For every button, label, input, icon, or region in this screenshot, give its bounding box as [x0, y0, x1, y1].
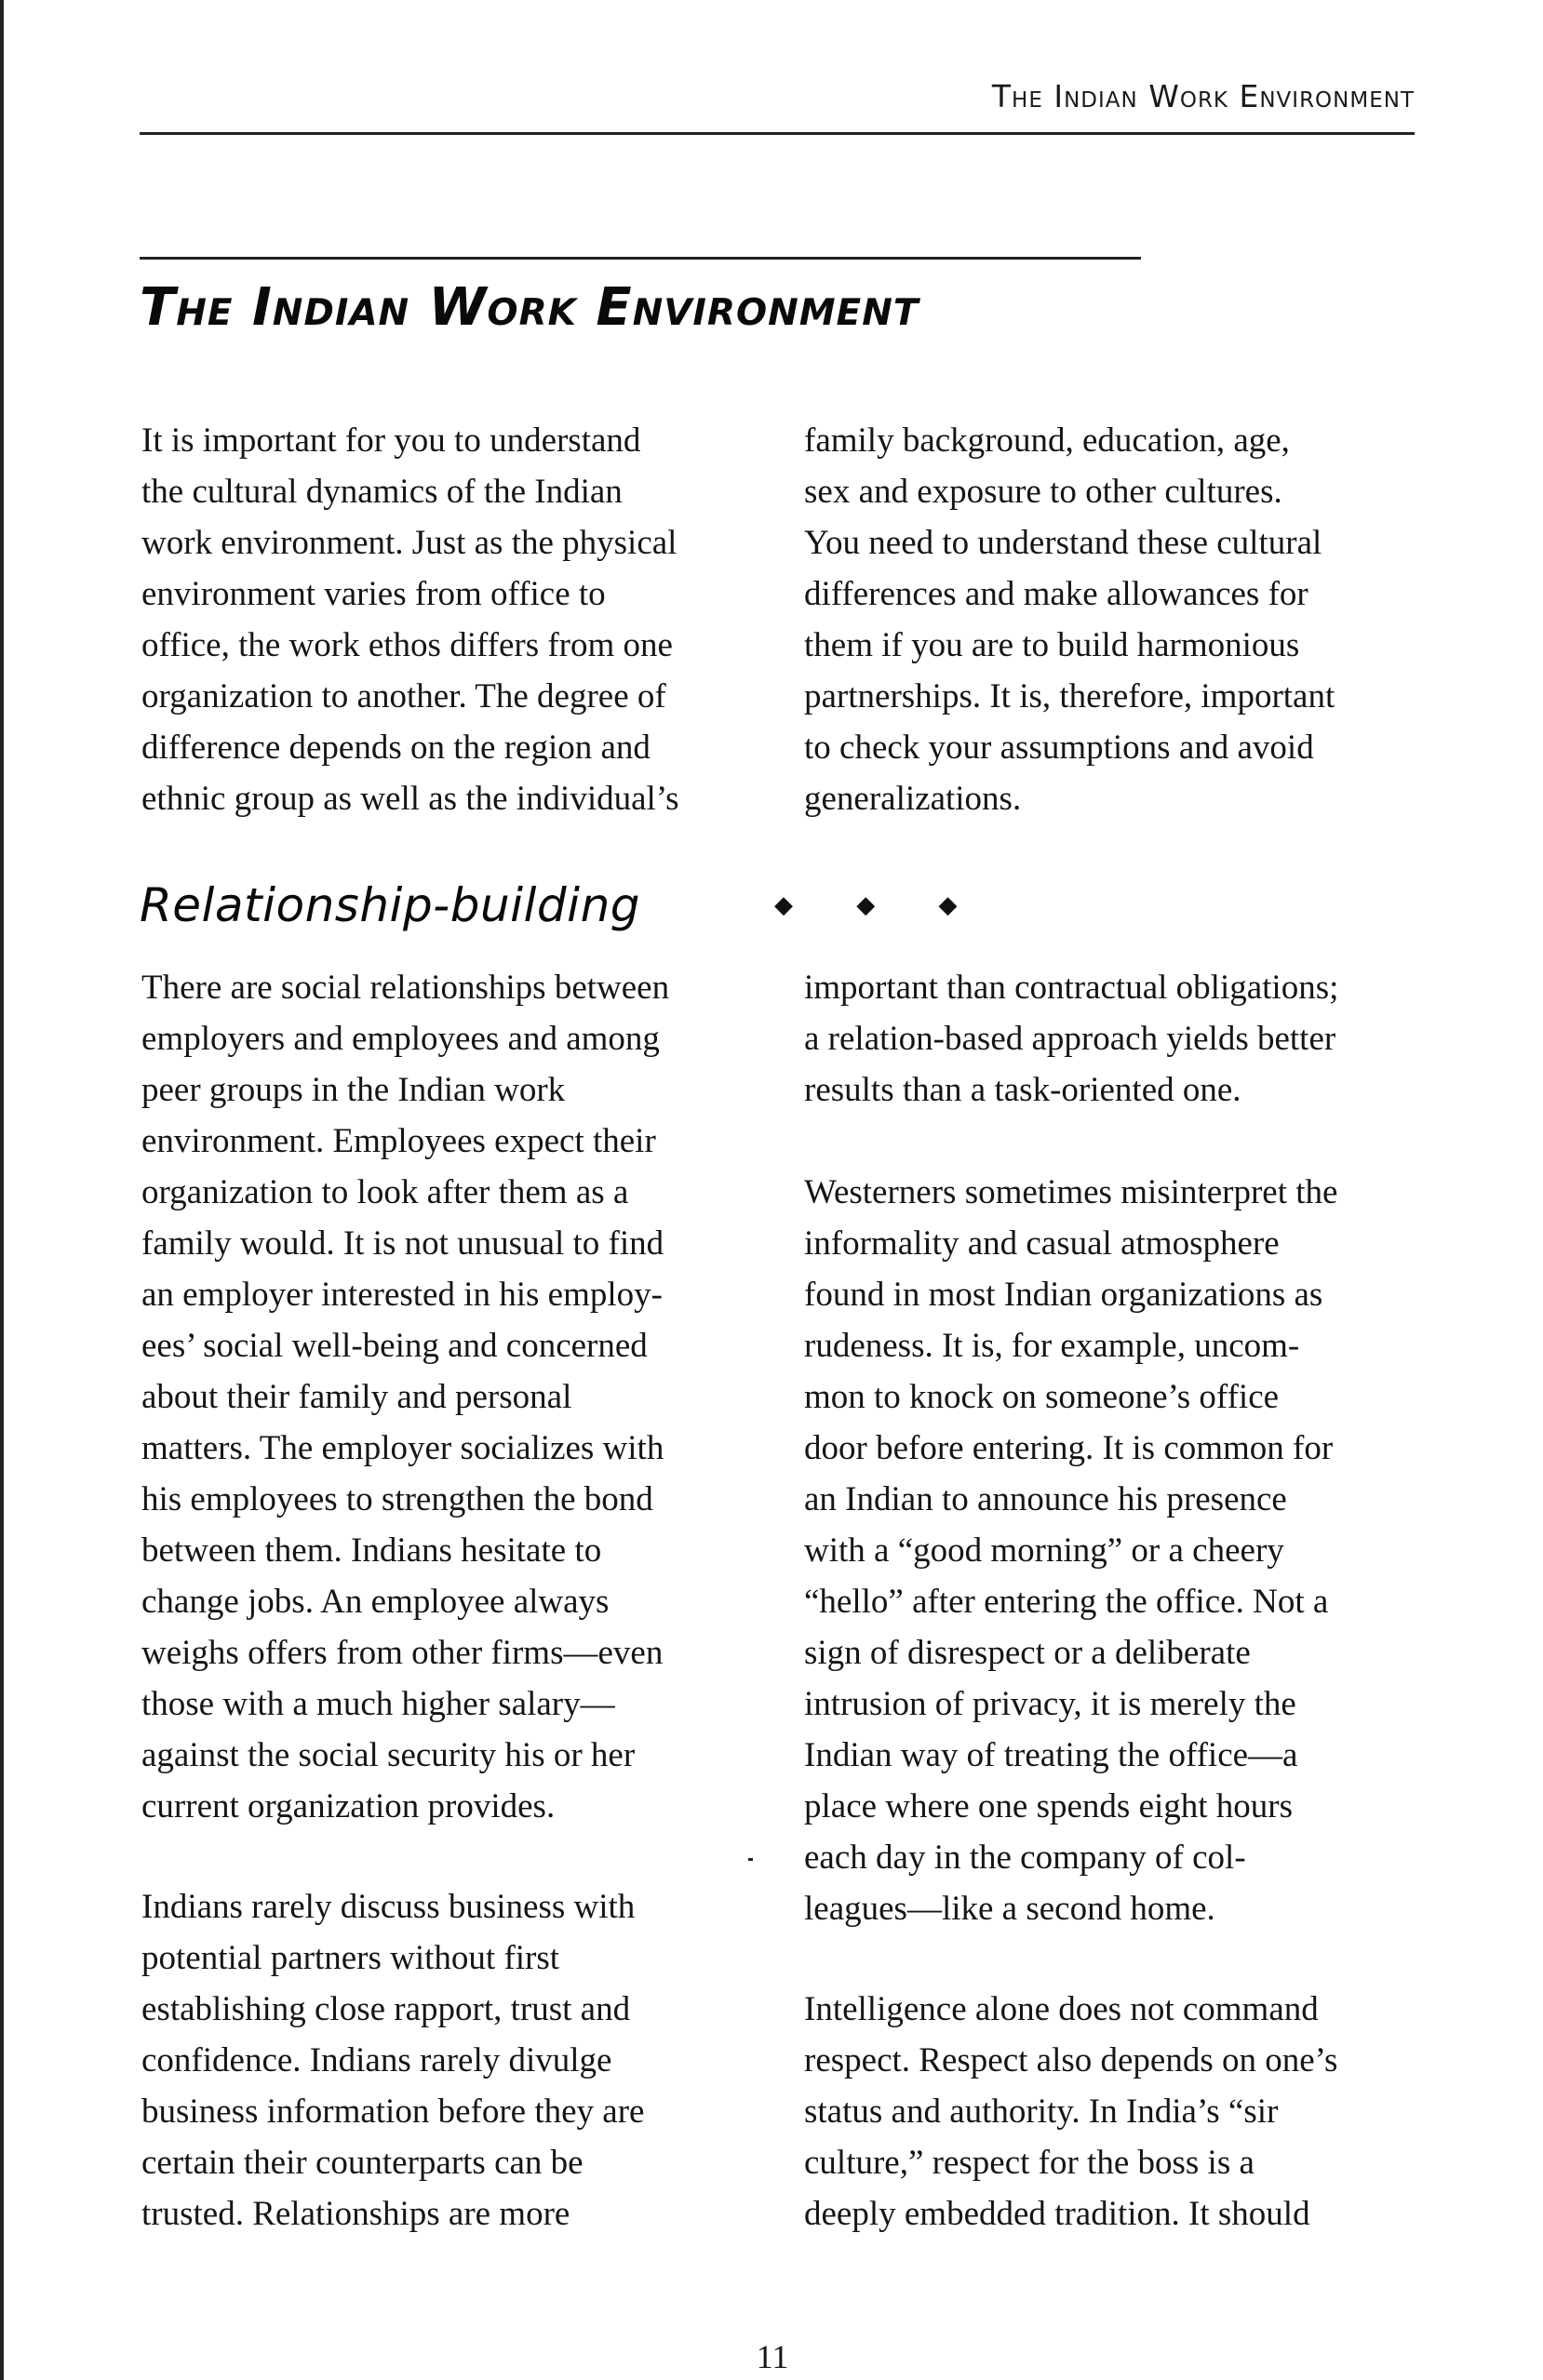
intro-paragraph-right: family background, education, age, sex and exposure to other cultures. You need to understand these cultural differences and make allowances for them if you are to build harmonious partnerships. It is, therefore, important to check your assumptions and avoid generalizations. — [804, 421, 1335, 818]
page-left-edge — [0, 0, 4, 2380]
section-title: The Indian Work Environment — [140, 277, 919, 338]
relationship-paragraph-3: Westerners sometimes misinterpret the informality and casual atmosphere found in most Indian organizations as rudeness. It is, for example, uncom- mon to knock on someone’s office door before entering. It is common for an Indian to announce his presence with a “good morning” or a cheery “hello” after entering the office. Not a sign of disrespect or a deliberate intrusion of privacy, it is merely the Indian way of treating the office—a place where one spends eight hours each day in the company of col- leagues—like a second home. — [804, 1173, 1338, 1928]
relationship-paragraph-2-continued: important than contractual obligations; a relation-based approach yields better results than a task-oriented one. — [804, 969, 1339, 1109]
subheading-relationship-building: Relationship-building — [140, 878, 640, 932]
relationship-paragraph-4: Intelligence alone does not command respect. Respect also depends on one’s status and authority. In India’s “sir culture,” respect for the boss is a deeply embedded tradition. It should — [804, 1990, 1338, 2233]
intro-paragraph-left: It is important for you to understand the cultural dynamics of the Indian work environment. Just as the physical environment varies from office to office, the work ethos differs from one organization to another. The degree of difference depends on the region and ethnic group as well as the individual’s — [141, 421, 679, 818]
page-number: 11 — [756, 2338, 789, 2375]
relationship-paragraph-2: Indians rarely discuss business with potential partners without first establishing close rapport, trust and confidence. Indians rarely divulge business information before they are certain their counterparts can be trusted. Relationships are more — [141, 1888, 645, 2233]
relationship-paragraph-1: There are social relationships between employers and employees and among peer groups in the Indian work environment. Employees expect their organization to look after them as a family would. It is not unusual to find an employer interested in his employ- ees’ social well-being and concerned about their family and personal matters. The employer socializes with his employees to strengthen the bond between them. Indians hesitate to change jobs. An employee always weighs offers from other firms—even those with a much higher salary— against the social security his or her current organization provides. — [141, 969, 670, 1825]
stray-mark — [748, 1858, 753, 1861]
header-rule — [140, 132, 1415, 135]
diamond-ornament-icon: ◆ ◆ ◆ — [774, 891, 986, 919]
title-rule — [140, 257, 1141, 260]
running-header: The Indian Work Environment — [991, 78, 1415, 114]
